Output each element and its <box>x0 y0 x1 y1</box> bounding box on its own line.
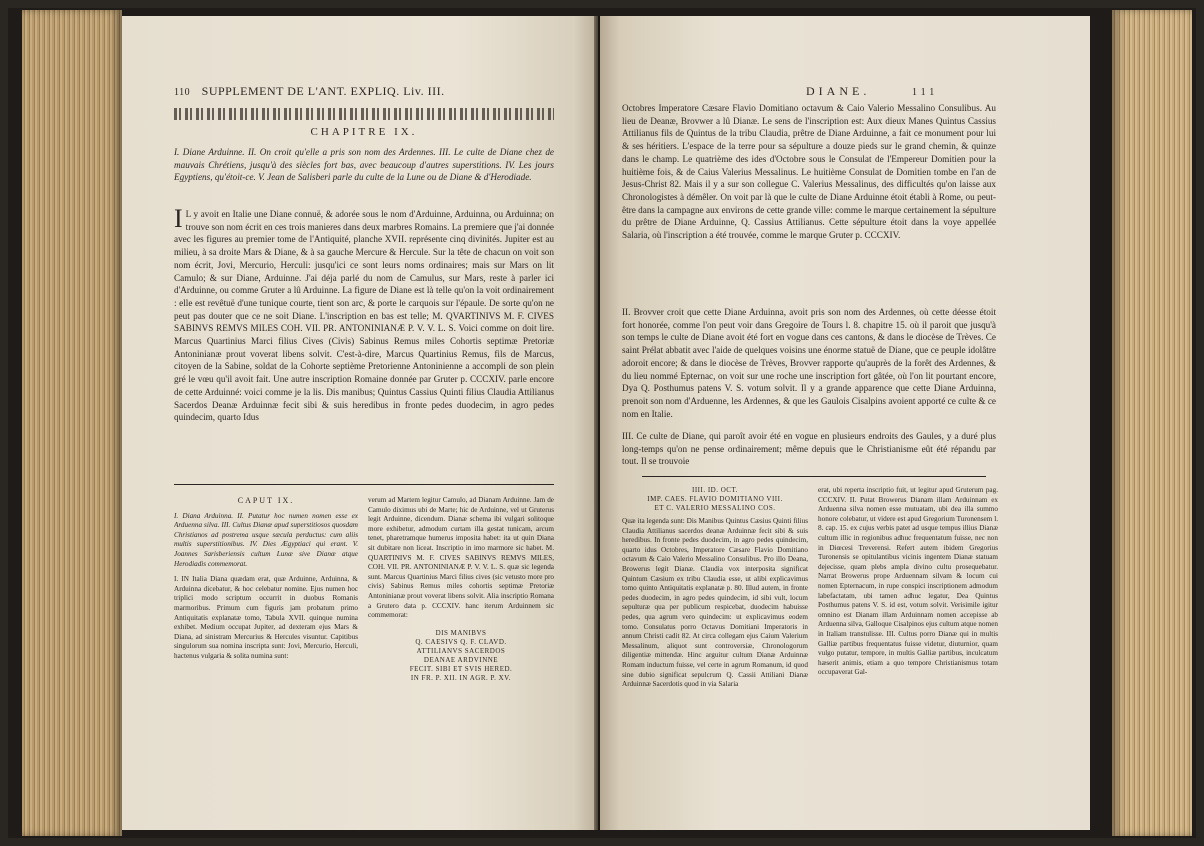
french-body-right-text-2: II. Brovver croit que cette Diane Arduinna, avoit pris son nom des Ardennes, où cette déesse étoit fort honorée, comme l'on peut voir dans Gregoire de Tours l. 8. chapitre 15. où il paroit que jusqu'à son temps le culte de Diane avoit été fort en vogue dans ces cantons, & dans le diocèse de Trèves. Ce saint Prélat abbatit avec l'aide de quelques voisins une énorme statuë de Diane, que ce peuple idolâtre adoroit encore; & dans le diocèse de Trèves, Brovver rapporte qu'auprès de la forêt des Ardennes, & du lieu nommé Epternac, on voit sur une roche une inscription fort gâtée, où l'on lit pourtant encore, Dya Q. Posthumus patens V. S. votum solvit. Il y a grande apparence que cette Diane Arduinna, prenoit son nom d'Arduenne, les Ardennes, & que les Gaulois Cisalpins avoient apporté ce culte & ce nom en Italie. <box>622 307 996 419</box>
inscription-line: ET C. VALERIO MESSALINO COS. <box>654 504 776 512</box>
latin-body-2: verum ad Martem legitur Camulo, ad Dianam Arduinne. Jam de Camulo diximus ubi de Marte; hic de Arduinne, vel ut Gruterus legit Arduinne, dicendum. Dianæ schema ibi vulgari solitoque more exhibetur, admodum curtam illa gestat tunicam, arcum tenet, pharetramque humerus imposita habet: ita ut quin Diana sit dubitare non liceat. Inscriptio in imo marmore sic habet. M. QUARTINIVS M. F. CIVES SABINVS REMVS MILES, COH. VII. PR. ANTONINIANÆ P. V. V. L. S. quæ sic legenda sunt. Marcus Quartinius Marci filius cives (sic vetusto more pro civis) Sabinus Remus miles cohortis septimæ Pretoriæ Antoninianæ prout voverat libens solvit. Alia inscriptio Romana a Grutero data p. CCCXIV. hanc iterum Arduinnem sic commemorat: <box>368 496 554 620</box>
latin-column-right-page-2 <box>818 486 998 796</box>
latin-body-3: Quæ ita legenda sunt: Dis Manibus Quintus Cæsius Quinti filius Claudia Attilianus sacerdos deanæ Arduinnæ fecit sibi & suis heredibus. In fronte pedes duodecim, in agro pedes quindecim, quarto idus Octobres, Imperatore Cæsare Flavio Domitiano octavum & Caio Valerio Messalino Consulibus. Pro illo Deana, Browerus legit Dianæ. Claudia vox interposita significat Quintum Cæsium ex tribu Claudia esse, ut alibi explicavimus tomo quinto Antiquitatis explanatæ p. 80. Illud autem, in fronte pedes duodecim, in agro pedes quindecim, id sibi vult, locum sepulturæ qua per publicum respicebat, duodecim habuisse pedes, qua agrum vero quindecim: ut explicavimus eodem tomo. Consulatus porro Octavus Domitiani Imperatoris in annum Christi cadit 82. At circa collegam ejus Caium Valerium Messalinum, aliquot sunt controversiæ, Chronologorum diligentiæ mittendæ. Hinc arguitur cultum Dianæ Arduinnæ Romam inductum fuisse, vel certe in agrum Romanum, id quod sine dubio significat sepulcrum Q. Cassii Attiliani Dianæ Arduinnæ Sacerdotis quod in via Salaria <box>622 517 808 689</box>
latin-body-4: erat, ubi reperta inscriptio fuit, ut legitur apud Gruterum pag. CCCXIV. II. Putat Browerus Dianam illam Arduinnam ex Arduenna silva nomen esse mutuatam, ubi dea illa summo honore colebatur, ut videre est apud Gregorium Turonensem l. 8. cap. 15. ex cujus verbis patet ad usque tempus illius Dianæ cultum illic in regionibus adhuc frequentatum fuisse, nec non in Diœcesi Treverensi. Refert autem ibidem Gregorius Turonensis se opitulantibus vicinis ingentem Dianæ statuam dejecisse, quam plebs ampla divino cultu prosequebatur. Narrat Browerus prope Arduennam silvam & locum cui nomen Epternacum, in rupe conspici inscriptionem admodum labefactatam, ubi tamen adhuc legatur, Dea Quintus Posthumus patens V. S. id est, votum solvit. Verisimile igitur omnino est Dianam illam Arduinnam nomen accepisse ab Arduenna silva, Galloque Cisalpinos ejus cultum atque nomen in Italiam transtulisse. III. Cultus porro Dianæ qui in multis Galliæ partibus frequentatus fuisse videtur, diuturnior, quam vulgo putatur, tempore, in multis Galliæ partibus, inculcatum hæserit animis, etiam a quo tempore Christianismus totam occupaverat Gal- <box>818 486 998 677</box>
latin-summary: I. Diana Arduinna. II. Putatur hoc numen nomen esse ex Arduenna silva. III. Cultus Dianæ apud superstitiosos quosdam Christianos ad postrema usque sæcula perductus: cum aliis multis superstitionibus. IV. Dies Ægyptiaci qui erant. V. Joannes Sarisberiensis cultum Lunæ sive Dianæ atque Herodiadis commemorat. <box>174 511 358 568</box>
latin-column-left <box>174 496 358 796</box>
page-number-left: 110 <box>174 87 191 98</box>
french-body-right-text-3: III. Ce culte de Diane, qui paroît avoir été en vogue en plusieurs endroits des Gaules, y a duré plus long-temps qu'on ne pense ordinairement; même depuis que le Christianisme eût été répandu par tout. Il se trouvoie <box>622 431 996 467</box>
left-page <box>122 16 598 830</box>
running-head-right-text: DIANE. <box>806 84 871 98</box>
inscription-block-2 <box>622 486 808 513</box>
page-edges-right <box>1112 10 1192 836</box>
french-body <box>174 208 554 480</box>
drop-cap: I <box>174 208 183 233</box>
chapter-title: CHAPITRE IX. <box>310 126 418 138</box>
inscription-line: FECIT. SIBI ET SVIS HERED. <box>409 664 513 673</box>
section-rule-left <box>174 484 554 485</box>
french-body-right-2 <box>622 306 996 426</box>
latin-body-1: I. IN Italia Diana quædam erat, quæ Arduinne, Arduinna, & Arduinna dicebatur, & hoc celebatur nomine. Ejus numen hoc triplici modo scriptum occurrit in duobus Romanis marmoribus. Primum cum figuris jam probatum primo Antiquitatis explanatæ tomo, Tabula XVII. quinque numina exhibet. Medium occupat Jupiter, ad dexteram ejus Mars & Diana, ad sinistram Mercurius & Hercules visuntur. Capitibus singulorum sua nomina inscripta sunt: Jovi, Mercurio, Herculi, hactenus vulgaria & solita numina sunt: <box>174 575 358 660</box>
inscription-line: DEANAE ARDVINNE <box>423 655 499 664</box>
chapter-summary <box>174 146 554 184</box>
running-head-left <box>174 84 445 99</box>
inscription-line: IIII. ID. OCT. <box>692 486 738 494</box>
caput-title: CAPUT IX. <box>237 496 295 505</box>
inscription-line: DIS MANIBVS <box>435 628 487 637</box>
french-body-right-text: Octobres Imperatore Cæsare Flavio Domitiano octavum & Caio Valerio Messalino Consulibus. Au lieu de Deanæ, Brovwer a lû Dianæ. Le sens de l'inscription est: Aux dieux Manes Quintus Cassius Attilianus fils de Quintus de la tribu Claudia, prêtre de Diane Arduinne, a fait ce monument pour lui & ses héritiers. L'espace de la terre pour sa sépulture a douze pieds sur le grand chemin, & quinze dans le champ. Le quatrième des ides d'Octobre sous le Consulat de l'Empereur Domitien pour la huitième fois, & de Caius Valerius Messalinus. Le huitième Consulat de Domitien tombe en l'an de Jesus-Christ 82. Mais il y a sur son collegue C. Valerius Messalinus, des difficultés qu'on laisse aux Chronologistes à démêler. On voit par là que le culte de Diane Arduinne étoit établi à Rome, ou peut-être dans la campagne aux environs de cette grande ville: comme le marque certainement la sépulture du prêtre de Diane Arduinne, Q. Cassius Attilianus. Cette sépulture étoit dans la voye appellée Salaria, où l'inscription a été trouvée, comme le marque Gruter p. CCCXIV. <box>622 103 996 241</box>
french-body-right <box>622 102 996 304</box>
latin-column-right-page-1 <box>622 486 808 796</box>
latin-column-right <box>368 496 554 796</box>
chapter-summary-text: I. Diane Arduinne. II. On croit qu'elle a pris son nom des Ardennes. III. Le culte de Diane chez de mauvais Chrétiens, jusqu'à des siècles fort bas, avec beaucoup d'autres superstitions. IV. Les jours Egyptiens, qu'étoit-ce. V. Jean de Salisberi parle du culte de la Lune ou de Diane & d'Herodiade. <box>174 147 554 183</box>
inscription-line: IMP. CAES. FLAVIO DOMITIANO VIII. <box>647 495 783 503</box>
page-edges-left <box>22 10 122 836</box>
section-rule-right <box>642 476 986 477</box>
inscription-line: ATTILIANVS SACERDOS <box>416 646 506 655</box>
running-head-left-text: SUPPLEMENT DE L'ANT. EXPLIQ. Liv. III. <box>201 84 445 98</box>
running-head-right <box>806 84 939 99</box>
inscription-block <box>368 629 554 683</box>
inscription-line: IN FR. P. XII. IN AGR. P. XV. <box>410 673 512 682</box>
page-number-right: 111 <box>912 87 939 98</box>
ornamental-band <box>174 108 554 120</box>
french-body-right-3 <box>622 430 996 470</box>
right-page <box>600 16 1090 830</box>
french-body-text: L y avoit en Italie une Diane connuë, & adorée sous le nom d'Arduinne, Arduinna, ou Arduinna; on trouve son nom écrit en ces trois manieres dans deux marbres Romains. La premiere que j'ai donnée avec les figures au premier tome de l'Antiquité, planche XVII. représente cinq divinités. Jupiter est au milieu, à sa droite Mars & Diane, & à sa gauche Mercure & Hercule. Sur la tête de chacun on voit son nom écrit, Jovi, Mercurio, Herculi: jusqu'ici ce sont leurs noms ordinaires; mais sur Mars on lit Camulo; & sur Diane, Arduinne. J'ai déja parlé du nom de Camulus, sur Mars, reste à parler ici d'Arduinne, ou comme Gruter a lû Arduinne. La figure de Diane est là telle qu'on la voit ordinairement : elle est revêtuë d'une tunique courte, tient son arc, & porte le carquois sur l'épaule. De sorte qu'on ne peut pas douter que ce ne soit Diane. L'inscription en bas est telle; M. QVARTINIVS M. F. CIVES SABINVS REMVS MILES COH. VII. PR. ANTONINIANÆ P. V. V. L. S. Voici comme on doit lire. Marcus Quartinius Marci filius Cives (Civis) Sabinus Remus miles Cohortis septimæ Pretoriæ Antoninianæ prout voverat libens solvit. C'est-à-dire, Marcus Quartinius Remus, fils de Marcus, citoyen de la Sabine, soldat de la Cohorte septième Pretorienne Antoninienne a accompli de son plein gré le vœu qu'il avoit fait. Une autre inscription Romaine donnée par Gruter p. CCCXIV. parle encore de cette Arduinné: voici comme je la lis. Dis manibus; Quintus Cassius Quinti filius Claudia Attilianus Sacerdos Deanæ Arduinnæ fecit sibi & suis heredibus in fronte pedes duodecim, in agro pedes quindecim, quarto Idus <box>174 209 554 423</box>
inscription-line: Q. CAESIVS Q. F. CLAVD. <box>415 637 507 646</box>
